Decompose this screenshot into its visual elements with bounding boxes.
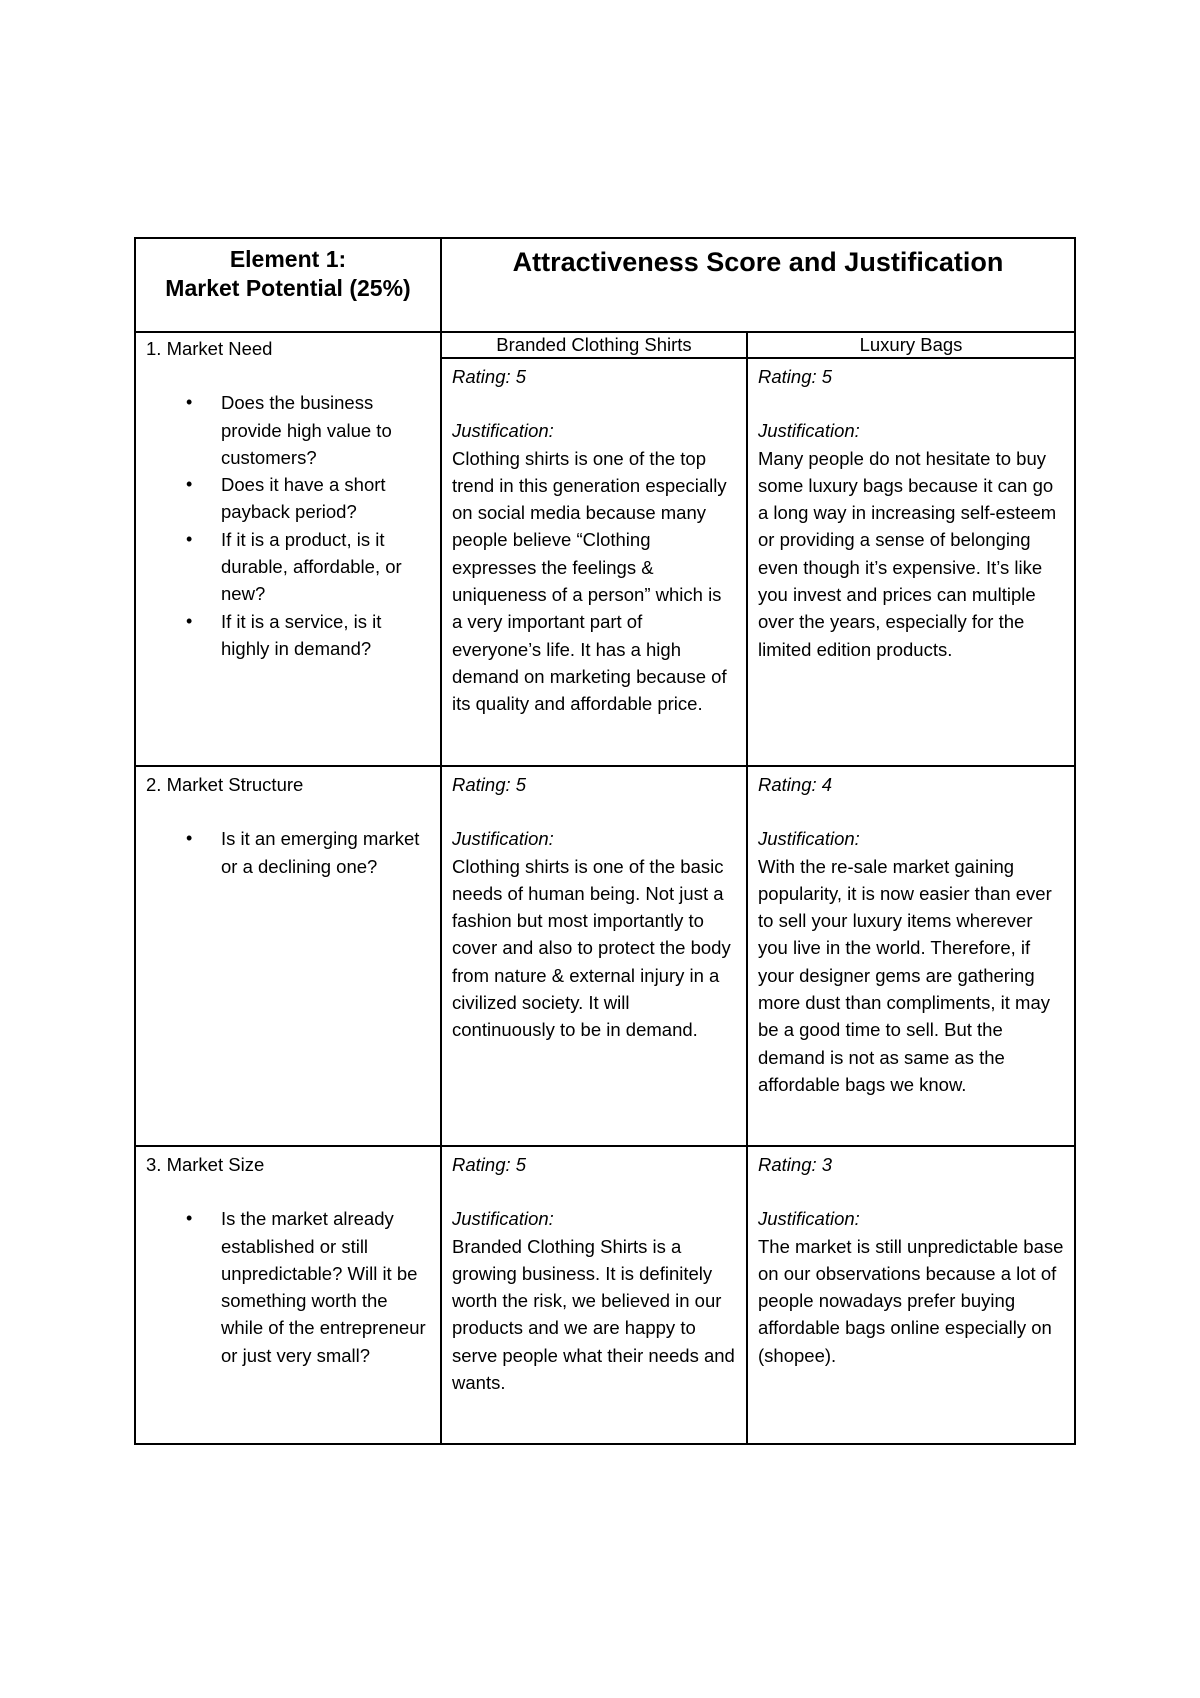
rating-cell	[441, 358, 747, 766]
header-row	[135, 238, 1075, 332]
question-list	[146, 389, 430, 662]
criteria-title: 2. Market Structure	[146, 774, 304, 795]
criteria-cell	[135, 332, 441, 766]
justification-text: The market is still unpredictable base on our observations because a lot of people nowadays prefer buying affordable bags online especially on (shopee).	[758, 1235, 1064, 1366]
question-item: • If it is a service, is it highly in demand?	[146, 608, 430, 663]
score-heading: Attractiveness Score and Justification	[441, 238, 1075, 332]
rating-value: Rating: 4	[758, 774, 833, 795]
element-heading-line2: Market Potential (25%)	[165, 275, 411, 301]
rating-cell	[441, 1146, 747, 1444]
justification-label: Justification:	[452, 1208, 554, 1230]
column-label-luxury-bags: Luxury Bags	[747, 332, 1075, 358]
element-heading-cell	[135, 238, 441, 332]
question-item: • Is it an emerging market or a declining one?	[146, 825, 430, 880]
criteria-title: 1. Market Need	[146, 338, 273, 359]
justification-text: With the re-sale market gaining popularity, it is now easier than ever to sell your luxury items wherever you live in the world. Therefore, if your designer gems are gathering more dust than compliments, it may be a good time to sell. But the demand is not as same as the affordable bags we know.	[758, 855, 1052, 1095]
justification-text: Clothing shirts is one of the basic needs of human being. Not just a fashion but most importantly to cover and also to protect the body from nature & external injury in a civilized society. It will continuously to be in demand.	[452, 855, 731, 1041]
justification-label: Justification:	[758, 1208, 860, 1230]
market-potential-table	[134, 237, 1076, 1445]
criteria-cell	[135, 766, 441, 1146]
rating-cell	[747, 766, 1075, 1146]
table-row	[135, 766, 1075, 1146]
question-item: • If it is a product, is it durable, affordable, or new?	[146, 526, 430, 608]
rating-value: Rating: 5	[452, 366, 527, 387]
justification-label: Justification:	[758, 420, 860, 442]
justification-text: Many people do not hesitate to buy some luxury bags because it can go a long way in increasing self-esteem or providing a sense of belonging even though it’s expensive. It’s like you invest and prices can multiple over the years, especially for the limited edition products.	[758, 447, 1057, 660]
table-row	[135, 1146, 1075, 1444]
criteria-title: 3. Market Size	[146, 1154, 265, 1175]
justification-label: Justification:	[758, 828, 860, 850]
question-item: • Does the business provide high value to customers?	[146, 389, 430, 471]
question-list	[146, 825, 430, 880]
question-item: • Does it have a short payback period?	[146, 471, 430, 526]
rating-value: Rating: 5	[452, 774, 527, 795]
column-label-branded-clothing-shirts: Branded Clothing Shirts	[441, 332, 747, 358]
justification-text: Clothing shirts is one of the top trend in this generation especially on social media because many people believe “Clothing expresses the feelings & uniqueness of a person” which is a very important part of everyone’s life. It has a high demand on marketing because of its quality and affordable price.	[452, 447, 727, 715]
rating-value: Rating: 5	[758, 366, 833, 387]
table-row	[135, 332, 1075, 358]
rating-value: Rating: 5	[452, 1154, 527, 1175]
justification-label: Justification:	[452, 828, 554, 850]
rating-value: Rating: 3	[758, 1154, 833, 1175]
rating-cell	[747, 358, 1075, 766]
criteria-cell	[135, 1146, 441, 1444]
question-list	[146, 1205, 430, 1369]
justification-label: Justification:	[452, 420, 554, 442]
justification-text: Branded Clothing Shirts is a growing business. It is definitely worth the risk, we believed in our products and we are happy to serve people what their needs and wants.	[452, 1235, 735, 1394]
rating-cell	[441, 766, 747, 1146]
element-heading-line1: Element 1:	[229, 246, 347, 272]
document-sheet	[134, 237, 1074, 1445]
rating-cell	[747, 1146, 1075, 1444]
question-item: • Is the market already established or still unpredictable? Will it be something worth the while of the entrepreneur or just very small?	[146, 1205, 430, 1369]
